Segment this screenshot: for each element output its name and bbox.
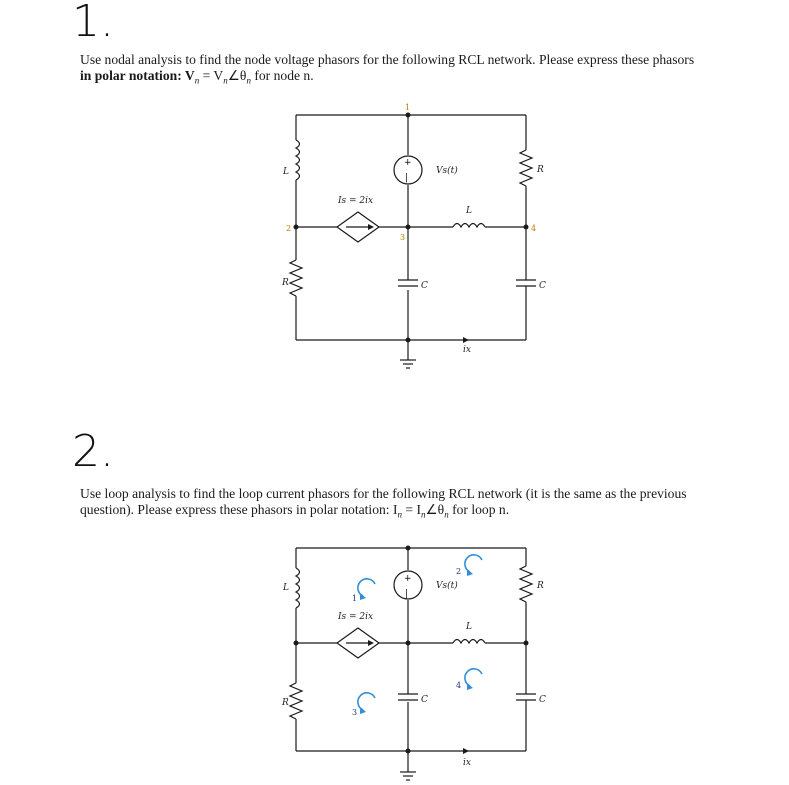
- R-left-label: R: [282, 278, 289, 288]
- loop-4-label: 4: [456, 681, 462, 690]
- node-4-label: 4: [531, 224, 537, 233]
- problem-2-line-2: question). Please express these phasors in polar notation: $I_n$ = $I_n\angle\theta_n$ for loop n.: [80, 502, 510, 520]
- L-mid-label-2: L: [466, 622, 472, 632]
- resistor-right-2: [520, 566, 532, 602]
- R-right-label-2: R: [537, 581, 544, 591]
- problem-2-number: 2.: [72, 426, 114, 477]
- resistor-left-2: [290, 683, 302, 719]
- problem-1-line-1: Use nodal analysis to find the node voltage phasors for the following RCL network. Please express these phasors: [80, 52, 695, 67]
- ix-label: ix: [463, 345, 471, 355]
- loop-1-label: 1: [352, 594, 358, 603]
- current-source-label: Is = 2ix: [338, 196, 374, 206]
- problem-1-line-2: in polar notation: $V_n$ = $V_n\angle\theta_n$ for node n.: [80, 68, 314, 86]
- L-mid-label: L: [466, 206, 472, 216]
- loop-2-label: 2: [456, 567, 462, 576]
- problem-2-line-1: Use loop analysis to find the loop current phasors for the following RCL network (it is the same as the previous: [80, 486, 687, 501]
- source-label: Vs(t): [436, 166, 458, 176]
- C-mid-label: C: [421, 281, 428, 291]
- problem-1-number: 1.: [72, 0, 114, 47]
- plus-sign-2: +: [404, 574, 412, 584]
- node-3-label: 3: [400, 233, 406, 242]
- minus-sign-2: |: [405, 589, 409, 599]
- C-right-label-2: C: [539, 695, 546, 705]
- C-mid-label-2: C: [421, 695, 428, 705]
- R-left-label-2: R: [282, 698, 289, 708]
- plus-sign: +: [404, 158, 412, 168]
- minus-sign: |: [405, 173, 409, 183]
- L-left-label-2: L: [283, 583, 289, 593]
- inductor-mid-2: [453, 640, 485, 644]
- ix-label-2: ix: [463, 758, 471, 768]
- node-1-label: 1: [405, 103, 411, 112]
- node-2-label: 2: [286, 224, 292, 233]
- L-left-label: L: [283, 167, 289, 177]
- C-right-label: C: [539, 281, 546, 291]
- source-label-2: Vs(t): [436, 581, 458, 591]
- current-source-label-2: Is = 2ix: [338, 612, 374, 622]
- R-right-label: R: [537, 165, 544, 175]
- inductor-left-2: [296, 568, 300, 608]
- loop-3-label: 3: [352, 708, 358, 717]
